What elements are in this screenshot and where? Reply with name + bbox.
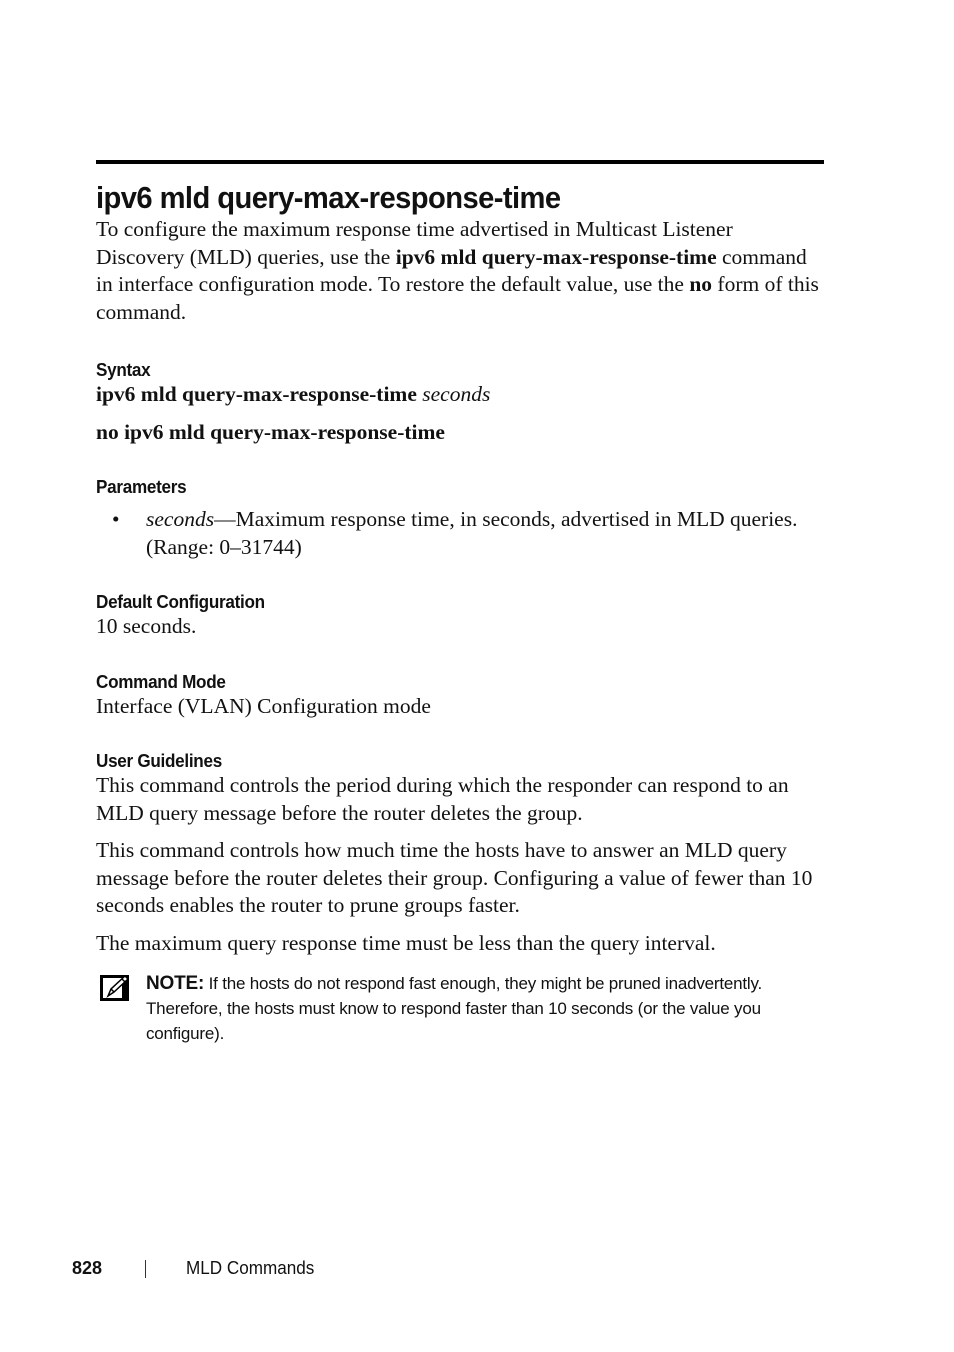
intro-command: ipv6 mld query-max-response-time — [395, 244, 717, 269]
top-rule — [96, 160, 824, 164]
user-guidelines-paragraph-3: The maximum query response time must be less than the query interval. — [96, 930, 716, 955]
parameter-description: —Maximum response time, in seconds, advertised in MLD queries. (Range: 0–31744) — [146, 507, 798, 559]
chapter-name: MLD Commands — [186, 1258, 315, 1278]
syntax-line-2 — [96, 419, 824, 447]
user-guidelines-paragraph-1: This command controls the period during which the responder can respond to an MLD query message before the router deletes the group. — [96, 773, 789, 825]
note-pencil-icon — [100, 975, 129, 1001]
note-label: NOTE: — [146, 973, 205, 994]
page-title: ipv6 mld query-max-response-time — [96, 180, 561, 215]
intro-paragraph — [96, 216, 824, 326]
default-configuration-text: 10 seconds. — [96, 614, 197, 638]
page-number: 828 — [72, 1258, 103, 1278]
syntax-no-command: no ipv6 mld query-max-response-time — [96, 419, 445, 444]
parameters-list — [96, 506, 824, 561]
syntax-param: seconds — [422, 382, 491, 406]
intro-no-keyword: no — [689, 272, 713, 296]
footer-divider — [145, 1260, 146, 1278]
syntax-line-1 — [96, 381, 824, 409]
note-box — [96, 971, 824, 1046]
intro-text-3: form of this command. — [96, 272, 819, 324]
bullet-icon: • — [112, 507, 120, 531]
parameters-heading: Parameters — [96, 477, 187, 497]
note-text — [146, 971, 824, 1046]
command-mode-text: Interface (VLAN) Configuration mode — [96, 693, 431, 718]
syntax-heading: Syntax — [96, 360, 151, 380]
note-body: If the hosts do not respond fast enough, they might be pruned inadvertently. Therefore, the hosts must know to respond faster than 10 seconds (or the value you configure). — [146, 974, 763, 1043]
command-mode-heading: Command Mode — [96, 671, 226, 692]
list-item — [96, 506, 824, 561]
syntax-command: ipv6 mld query-max-response-time — [96, 382, 417, 406]
intro-text-1: To configure the maximum response time advertised in Multicast Listener Discovery (MLD) queries, use the — [96, 217, 733, 269]
page-content — [96, 160, 824, 1046]
user-guidelines-paragraph-2: This command controls how much time the hosts have to answer an MLD query message before the router deletes their group. Configuring a value of fewer than 10 seconds enables the router to prune groups faster. — [96, 838, 813, 917]
intro-text-2: command in interface configuration mode. To restore the default value, use the — [96, 244, 807, 296]
user-guidelines-heading: User Guidelines — [96, 751, 222, 771]
default-configuration-heading: Default Configuration — [96, 592, 265, 612]
parameter-name: seconds — [146, 507, 215, 531]
